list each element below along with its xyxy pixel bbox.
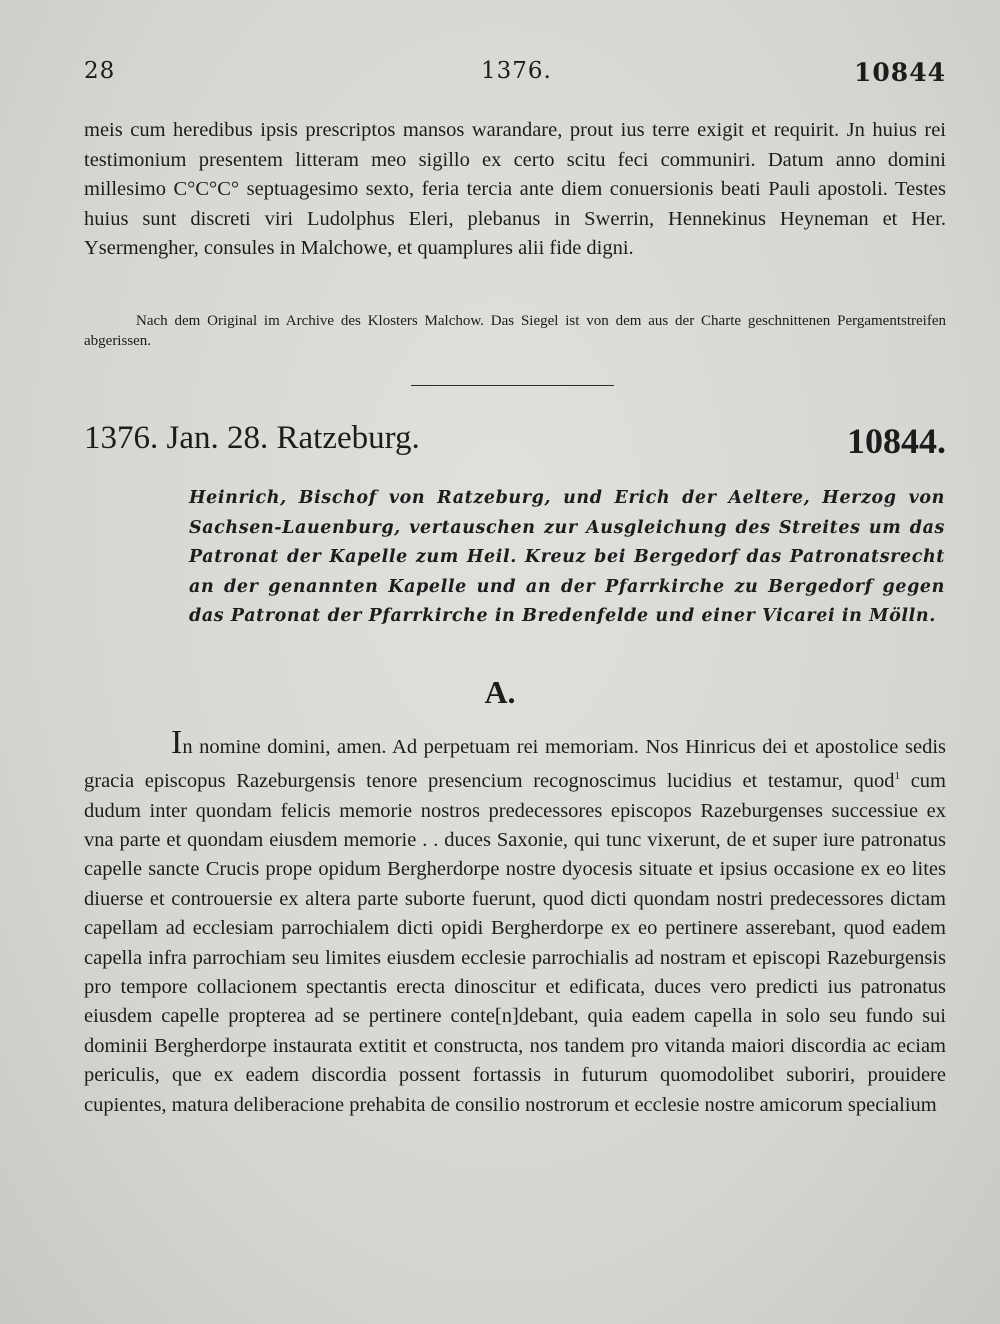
entry-date-place: 1376. Jan. 28. Ratzeburg. [84,420,420,456]
source-note: Nach dem Original im Archive des Klosters Malchow. Das Siegel ist von dem aus der Charte geschnittenen Pergamentstreifen abgerissen. [84,313,946,349]
section-divider [411,385,614,386]
entry-summary: Heinrich, Bischof von Ratzeburg, und Erich der Aeltere, Herzog von Sachsen-Lauenburg, vertauschen zur Ausgleichung des Streites um das Patronat der Kapelle zum Heil. Kreuz bei Bergedorf das Patronatsrecht an der genannten Kapelle und an der Pfarrkirche zu Bergedorf gegen das Patronat der Pfarrkirche in Bredenfelde und einer Vicarei in Mölln. [189,488,945,626]
entry-heading [84,420,946,464]
entry-number: 10844. [847,421,946,461]
charter-text-part-1: n nomine domini, amen. Ad perpetuam rei memoriam. Nos Hinricus dei et apostolice sedis gracia episcopus Razeburgensis tenore presencium recognoscimus lucidius et testamur, quod [84,736,946,793]
initial-letter: I [171,724,183,761]
page-number: 28 [84,58,116,84]
page-header [84,58,946,88]
section-label: A. [484,674,516,710]
previous-document-closing-text: meis cum heredibus ipsis prescriptos mansos warandare, prout ius terre exigit et requirit. Jn huius rei testimonium presentem litteram meo sigillo ex certo scitu feci communiri. Datum anno domini millesimo C°C°C° septuagesimo sexto, feria tercia ante diem conuersionis beati Pauli apostoli. Testes huius sunt discreti viri Ludolphus Eleri, plebanus in Swerrin, Hennekinus Heyneman et Her. Ysermengher, consules in Malchowe, et quamplures alii fide digni. [84,119,946,259]
header-document-number: 10844 [854,58,946,87]
footnote-marker: 1 [894,770,901,783]
charter-text [84,724,946,1120]
header-year: 1376. [481,58,552,84]
charter-text-part-2: cum dudum inter quondam felicis memorie nostros predecessores episcopos Razeburgenses successiue ex vna parte et quondam eiusdem memorie . . duces Saxonie, qui tunc vixerunt, de et super iure patronatus capelle sancte Crucis prope opidum Bergherdorpe nostre dyocesis situate et ipsius occasione ex eo lites diuerse et controuersie ex altera parte suborte fuerunt, quod dicti quondam nostri predecessores dictam capellam ad ecclesiam parrochialem dicti opidi Bergherdorpe ex eo pertinere asserebant, quod eadem capella infra parrochiam seu limites eiusdem ecclesie parrochialis ad nostram et episcopi Razeburgensis pro tempore collacionem spectantis erecta dinoscitur et edificata, duces vero predicti ius patronatus eiusdem capelle propterea ad se pertinere conte[n]debant, quia eadem capella in solo seu fundo sui dominii Bergherdorpe instaurata extitit et constructa, nos tandem pro vitanda maiori discordia ac eciam periculis, que ex eadem discordia possent fortassis in futurum quomodolibet suboriri, prouidere cupientes, matura deliberacione prehabita de consilio nostrorum et ecclesie nostre amicorum specialium [84,770,946,1116]
